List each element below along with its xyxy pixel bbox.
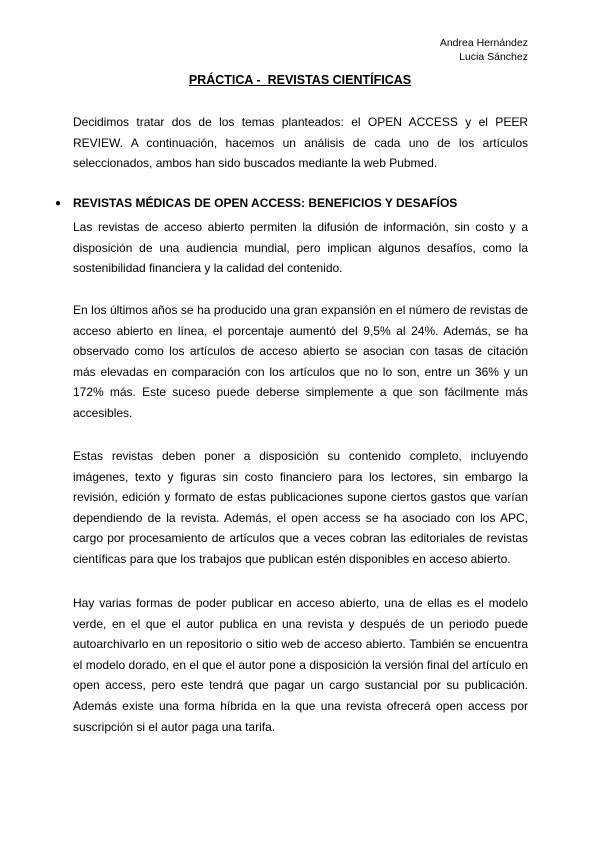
intro-paragraph: Decidimos tratar dos de los temas planteados: el OPEN ACCESS y el PEER REVIEW. A continuación, hacemos un análisis de cada uno de los artículos seleccionados, ambos han sido buscados mediante la web Pubmed. — [73, 115, 528, 171]
body-paragraph: Las revistas de acceso abierto permiten la difusión de información, sin costo y a disposición de una audiencia mundial, pero implican algunos desafíos, como la sostenibilidad financiera y la calidad del contenido. — [73, 220, 528, 276]
document-title: PRÁCTICA - REVISTAS CIENTÍFICAS — [188, 73, 412, 87]
body-paragraph: Estas revistas deben poner a disposición su contenido completo, incluyendo imágenes, texto y figuras sin costo financiero para los lectores, sin embargo la revisión, edición y formato de estas publicaciones supone ciertos gastos que varían dependiendo de la revista. Además, el open access se ha asociado con los APC, cargo por procesamiento de artículos que a veces cobran las editoriales de revistas científicas para que los trabajos que publican estén disponibles en acceso abierto. — [73, 449, 528, 566]
author-name: Lucia Sánchez — [459, 50, 528, 63]
author-name: Andrea Hernández — [439, 37, 528, 49]
body-paragraph: Hay varias formas de poder publicar en acceso abierto, una de ellas es el modelo verde, en el que el autor publica en una revista y después de un periodo puede autoarchivarlo en un repositorio o sitio web de acceso abierto. También se encuentra el modelo dorado, en el que el autor pone a disposición la versión final del artículo en open access, pero este tendrá que pagar un cargo sustancial por su publicación. Además existe una forma híbrida en la que una revista ofrecerá open access por suscripción si el autor paga una tarifa. — [73, 596, 528, 734]
author-block — [440, 37, 528, 64]
section-heading — [55, 196, 457, 210]
section-heading-text: REVISTAS MÉDICAS DE OPEN ACCESS: BENEFICIOS Y DESAFÍOS — [73, 196, 458, 210]
body-paragraph: En los últimos años se ha producido una gran expansión en el número de revistas de acceso abierto en línea, el porcentaje aumentó del 9,5% al 24%. Además, se ha observado como los artículos de acceso abierto se asocian con tasas de citación más elevadas en comparación con los artículos que no lo son, entre un 36% y un 172% más. Este suceso puede deberse simplemente a que son fácilmente más accesibles. — [73, 303, 528, 420]
bullet-icon: ● — [55, 198, 62, 209]
